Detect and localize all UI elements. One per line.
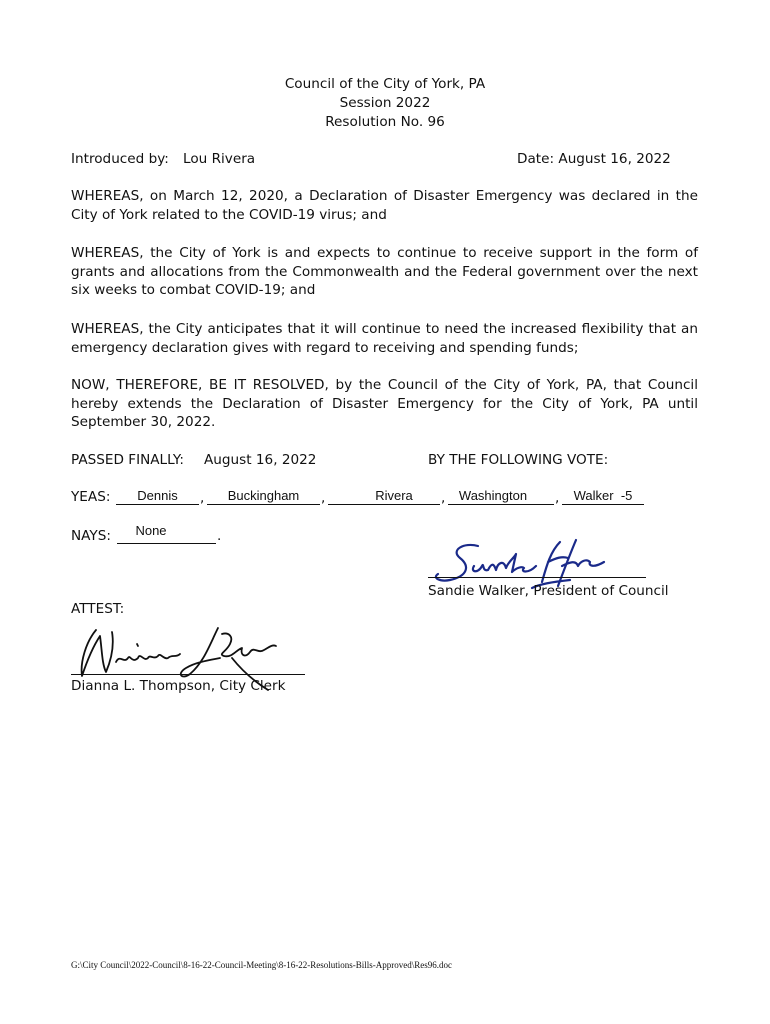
resolution-number: Resolution No. 96 <box>325 114 445 130</box>
yea-vote-2: Buckingham <box>227 488 300 503</box>
comma: , <box>200 490 205 506</box>
comma: , <box>441 490 446 506</box>
whereas-paragraph-1: WHEREAS, on March 12, 2020, a Declaration of Disaster Emergency was declared in the City of York related to the COVID-19 virus; and <box>71 188 698 223</box>
council-title: Council of the City of York, PA <box>284 76 486 92</box>
nays-vote: None <box>135 523 167 538</box>
whereas-paragraph-3: WHEREAS, the City anticipates that it will continue to need the increased flexibility that an emergency declaration gives with regard to receiving and spending funds; <box>71 321 698 356</box>
resolution-date: Date: August 16, 2022 <box>517 151 671 167</box>
resolved-paragraph: NOW, THEREFORE, BE IT RESOLVED, by the Council of the City of York, PA, that Council hereby extends the Declaration of Disaster Emergency for the City of York, PA until September 30, 2022. <box>71 377 698 430</box>
introduced-by-label: Introduced by: <box>71 151 169 167</box>
yea-vote-4: Washington <box>458 488 528 503</box>
yeas-label: YEAS: <box>71 489 111 505</box>
attest-label: ATTEST: <box>71 601 125 617</box>
introduced-by-name: Lou Rivera <box>183 151 256 167</box>
clerk-signature-line <box>71 674 305 675</box>
yea-vote-1: Dennis <box>137 488 178 503</box>
vote-heading: BY THE FOLLOWING VOTE: <box>428 452 609 468</box>
nays-label: NAYS: <box>71 528 111 544</box>
yea-vote-3: Rivera <box>375 488 413 503</box>
comma: , <box>555 490 560 506</box>
clerk-caption: Dianna L. Thompson, City Clerk <box>71 678 286 694</box>
passed-finally-label: PASSED FINALLY: <box>71 452 184 468</box>
session-title: Session 2022 <box>339 95 431 111</box>
passed-finally-date: August 16, 2022 <box>204 452 317 468</box>
nays-period: . <box>217 528 222 544</box>
president-signature-line <box>428 577 646 578</box>
comma: , <box>321 490 326 506</box>
president-caption: Sandie Walker, President of Council <box>428 583 669 599</box>
yea-vote-5: Walker -5 <box>573 488 633 503</box>
file-path-footer: G:\City Council\2022-Council\8-16-22-Council-Meeting\8-16-22-Resolutions-Bills-Approved\Res96.doc <box>71 960 452 970</box>
whereas-paragraph-2: WHEREAS, the City of York is and expects to continue to receive support in the form of grants and allocations from the Commonwealth and the Federal government over the next six weeks to combat COVID-19; and <box>71 245 698 298</box>
